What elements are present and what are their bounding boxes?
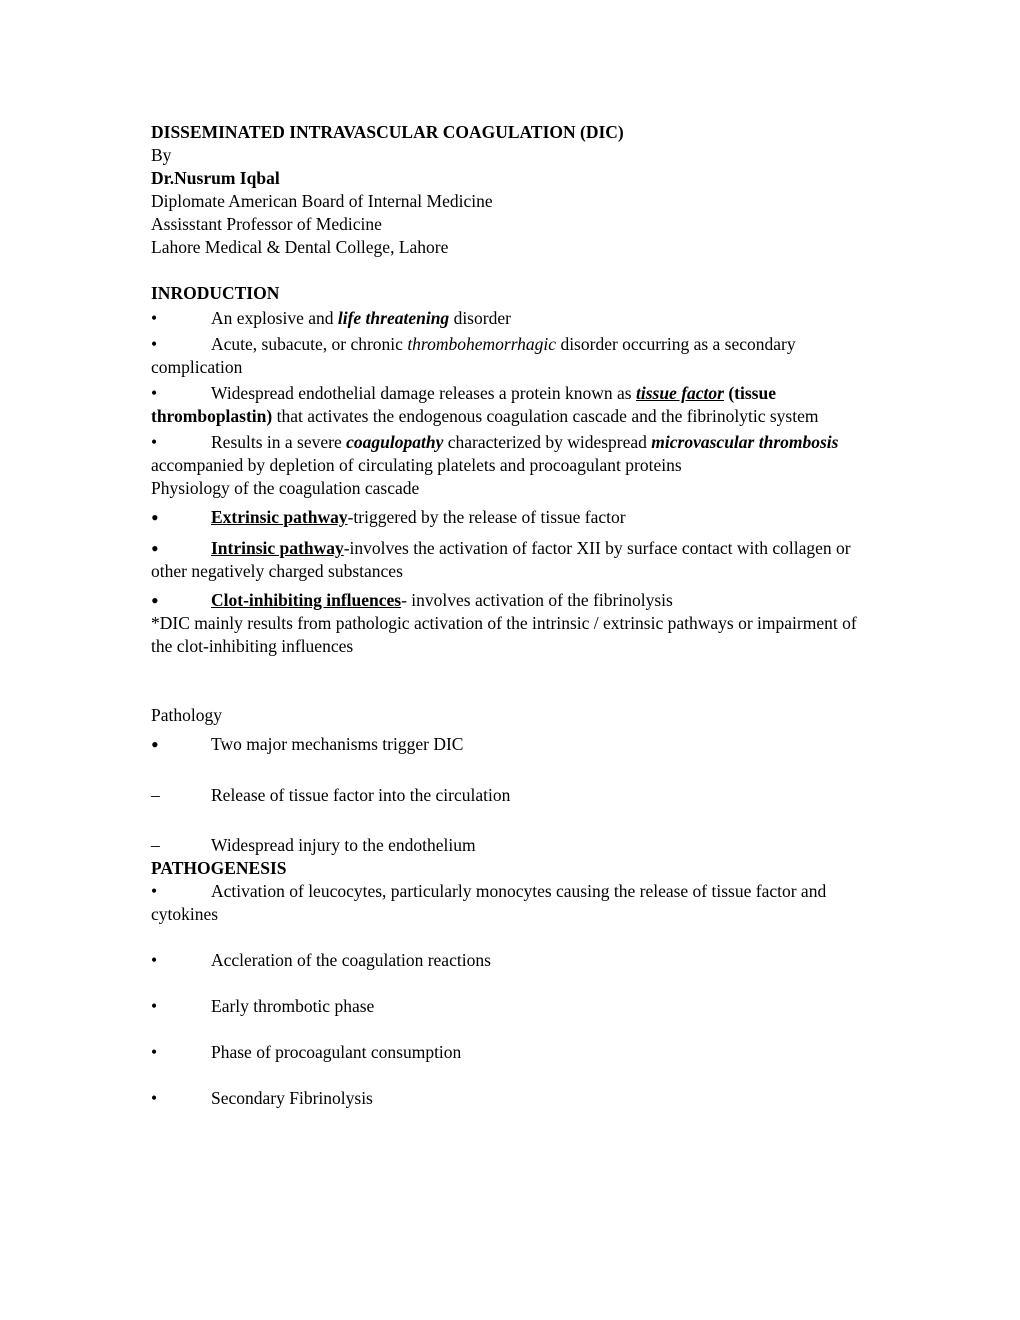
- author-credential: Diplomate American Board of Internal Medicine: [151, 191, 493, 211]
- pathogenesis-heading: PATHOGENESIS: [151, 858, 287, 878]
- pathology-subitem-2: – Widespread injury to the endothelium: [151, 835, 476, 855]
- pathogenesis-item-5: • Secondary Fibrinolysis: [151, 1088, 373, 1108]
- dash-marker: –: [151, 785, 160, 805]
- bullet-marker: •: [151, 505, 159, 530]
- bullet-marker: •: [151, 334, 158, 354]
- pathology-heading: Pathology: [151, 705, 222, 725]
- bullet-marker: •: [151, 536, 159, 561]
- introduction-heading: INRODUCTION: [151, 283, 280, 303]
- intro-bullet-1: • An explosive and life threatening disorder: [151, 308, 511, 328]
- physiology-heading: Physiology of the coagulation cascade: [151, 478, 420, 498]
- pathogenesis-item-1: • Activation of leucocytes, particularly monocytes causing the release of tissue factor and cytokines: [151, 881, 827, 924]
- bullet-marker: •: [151, 308, 158, 328]
- physiology-bullet-extrinsic: • Extrinsic pathway-triggered by the release of tissue factor: [151, 505, 626, 530]
- by-line: By: [151, 145, 172, 165]
- bullet-marker: •: [151, 1088, 158, 1108]
- author-title: Assisstant Professor of Medicine: [151, 214, 382, 234]
- bullet-marker: •: [151, 996, 158, 1016]
- pathogenesis-item-2: • Accleration of the coagulation reactions: [151, 950, 491, 970]
- physiology-note: *DIC mainly results from pathologic activation of the intrinsic / extrinsic pathways or impairment of the clot-inhibiting influences: [151, 613, 857, 656]
- bullet-marker: •: [151, 588, 159, 613]
- physiology-bullet-intrinsic: • Intrinsic pathway-involves the activation of factor XII by surface contact with collagen or other negatively charged substances: [151, 536, 851, 581]
- bullet-marker: •: [151, 950, 158, 970]
- author-name: Dr.Nusrum Iqbal: [151, 168, 280, 188]
- document-body: [151, 121, 871, 1110]
- author-affiliation: Lahore Medical & Dental College, Lahore: [151, 237, 449, 257]
- dash-marker: –: [151, 835, 160, 855]
- pathogenesis-item-3: • Early thrombotic phase: [151, 996, 375, 1016]
- document-title: DISSEMINATED INTRAVASCULAR COAGULATION (DIC): [151, 122, 624, 142]
- bullet-marker: •: [151, 432, 158, 452]
- bullet-marker: •: [151, 383, 158, 403]
- pathology-bullet: • Two major mechanisms trigger DIC: [151, 732, 464, 757]
- intro-bullet-2: • Acute, subacute, or chronic thrombohemorrhagic disorder occurring as a secondary complication: [151, 334, 796, 377]
- bullet-marker: •: [151, 881, 158, 901]
- bullet-marker: •: [151, 1042, 158, 1062]
- pathogenesis-item-4: • Phase of procoagulant consumption: [151, 1042, 462, 1062]
- intro-bullet-3: • Widespread endothelial damage releases a protein known as tissue factor (tissue thromboplastin) that activates the endogenous coagulation cascade and the fibrinolytic system: [151, 383, 819, 426]
- physiology-bullet-clot-inhibiting: • Clot-inhibiting influences- involves activation of the fibrinolysis: [151, 588, 673, 613]
- bullet-marker: •: [151, 732, 159, 757]
- intro-bullet-4: • Results in a severe coagulopathy characterized by widespread microvascular thrombosis accompanied by depletion of circulating platelets and procoagulant proteins: [151, 432, 839, 475]
- pathology-subitem-1: – Release of tissue factor into the circulation: [151, 785, 511, 805]
